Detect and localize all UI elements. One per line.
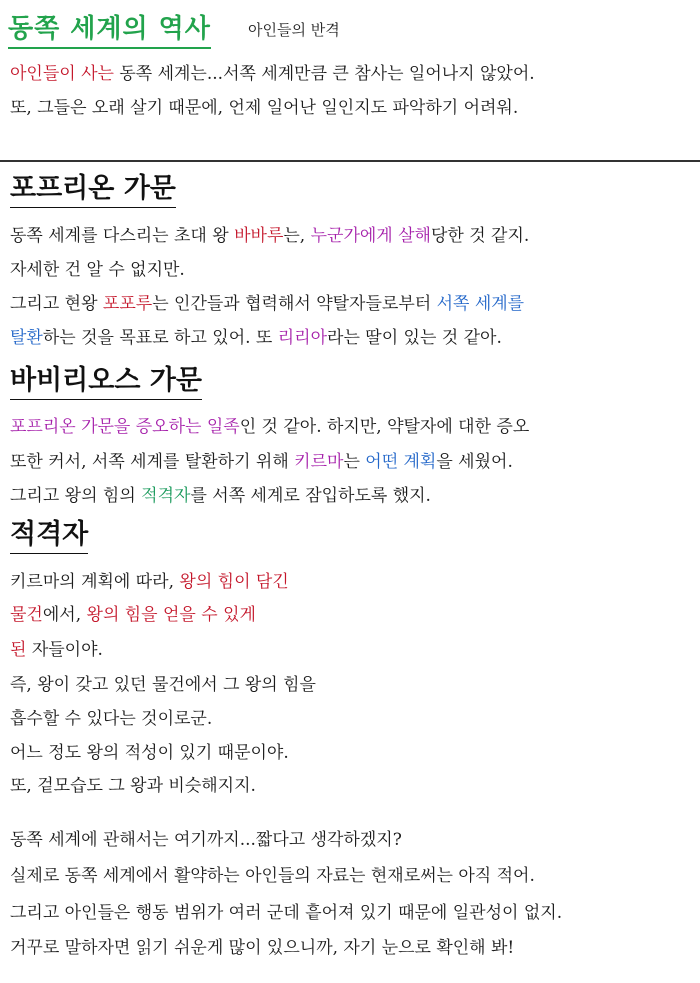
highlight-kings-power-held: 왕의 힘이 담긴 [179,572,289,592]
text: 는, [283,226,311,246]
text: 인 것 같아. 하지만, 약탈자에 대한 증오 [239,417,530,437]
sec3-line-6: 어느 정도 왕의 적성이 있기 때문이야. [10,743,289,763]
text: 을 세웠어. [436,452,513,472]
text: 또한 커서, 서쪽 세계를 탈환하기 위해 [10,452,295,472]
text: 를 서쪽 세계로 잠입하도록 했지. [190,486,431,506]
outro-line-2: 실제로 동쪽 세계에서 활약하는 아인들의 자료는 현재로써는 아직 적어. [10,866,535,886]
text: 자들이야. [26,640,103,660]
text: 그리고 현왕 [10,294,103,314]
text: 키르마의 계획에 따라, [10,572,180,592]
highlight-recapture: 탈환 [10,328,43,348]
text: 하는 것을 목표로 하고 있어. 또 [42,328,278,348]
highlight-some-plan: 어떤 계획 [365,452,437,472]
highlight-hating-clan: 포프리온 가문을 증오하는 일족 [10,417,240,437]
sec1-line-2: 자세한 건 알 수 없지만. [10,260,185,280]
outro-line-1: 동쪽 세계에 관해서는 여기까지...짧다고 생각하겠지? [10,830,402,850]
intro-line-2: 또, 그들은 오래 살기 때문에, 언제 일어난 일인지도 파악하기 어려워. [10,98,519,118]
intro-line-1 [10,62,535,86]
text: 에서, [42,605,87,625]
sec3-line-2 [10,603,256,627]
sec1-line-4 [10,326,502,350]
sec3-line-4: 즉, 왕이 갖고 있던 물건에서 그 왕의 힘을 [10,675,316,695]
outro-line-3: 그리고 아인들은 행동 범위가 여러 군데 흩어져 있기 때문에 일관성이 없지. [10,903,563,923]
sec1-line-3 [10,292,524,316]
highlight-murdered: 누군가에게 살해 [310,226,431,246]
text: 동쪽 세계를 다스리는 초대 왕 [10,226,235,246]
highlight-west-world: 서쪽 세계를 [436,294,525,314]
highlight-object: 물건 [10,605,43,625]
heading-qualifiers: 적격자 [10,518,88,554]
section-divider [0,160,700,162]
sec3-line-3 [10,638,103,662]
sec2-line-3 [10,484,431,508]
text: 는 인간들과 협력해서 약탈자들로부터 [152,294,437,314]
highlight-became: 된 [10,640,27,660]
sec3-line-1 [10,570,289,594]
text: 그리고 왕의 힘의 [10,486,142,506]
highlight-babaru: 바바루 [234,226,284,246]
highlight-qualifier: 적격자 [141,486,191,506]
page-title: 동쪽 세계의 역사 [8,8,211,49]
sec2-line-1 [10,415,529,439]
highlight-liria: 리리아 [277,328,328,348]
text: 라는 딸이 있는 것 같아. [327,328,502,348]
highlight-ain-residents: 아인들이 사는 [10,64,114,84]
highlight-poporu: 포포루 [102,294,153,314]
sec3-line-5: 흡수할 수 있다는 것이로군. [10,709,213,729]
sec1-line-1 [10,224,529,248]
text: 는 [343,452,366,472]
highlight-obtain-power: 왕의 힘을 얻을 수 있게 [86,605,256,625]
page-subtitle: 아인들의 반격 [248,21,340,39]
sec2-line-2 [10,450,513,474]
outro-line-4: 거꾸로 말하자면 읽기 쉬운게 많이 있으니까, 자기 눈으로 확인해 봐! [10,938,515,958]
heading-babirios-family: 바비리오스 가문 [10,364,202,400]
highlight-kirma: 키르마 [294,452,344,472]
heading-poprion-family: 포프리온 가문 [10,172,176,208]
intro-text: 동쪽 세계는...서쪽 세계만큼 큰 참사는 일어나지 않았어. [113,64,535,84]
text: 당한 것 같지. [430,226,530,246]
sec3-line-7: 또, 겉모습도 그 왕과 비슷해지지. [10,776,256,796]
